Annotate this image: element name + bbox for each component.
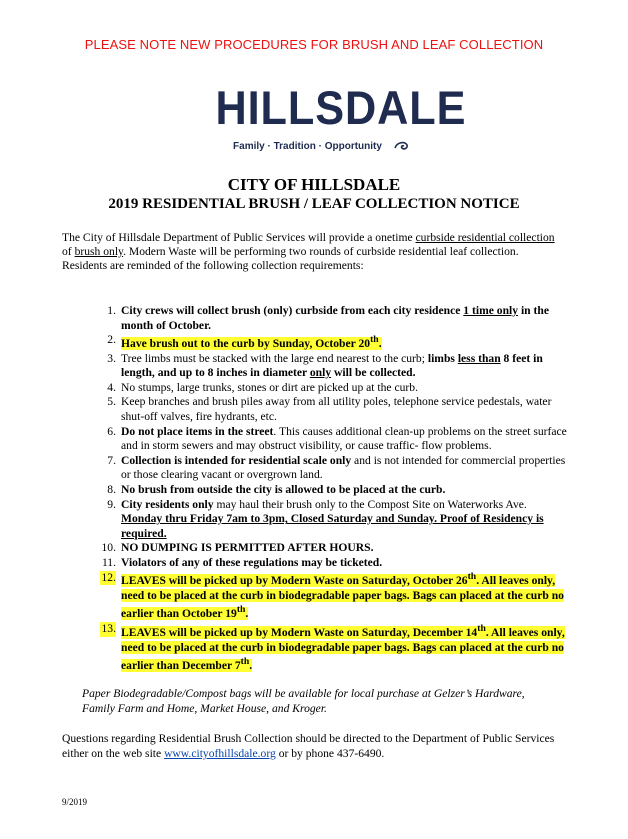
- hillsdale-logo: [207, 76, 467, 163]
- list-item: 13. LEAVES will be picked up by Modern Waste on Saturday, December 14th. All leaves only, need to be placed at the curb in biodegradable paper bags. Bags can placed at the curb no earlier than December 7th.: [101, 622, 565, 672]
- requirements-list: [100, 304, 570, 674]
- list-item: 6. Do not place items in the street. This causes additional clean-up problems on the street surface and in storm sewers and may obstruct visibility, or cause traffic- flow problems.: [107, 424, 567, 453]
- intro-text: [62, 231, 562, 273]
- city-title: CITY OF HILLSDALE: [227, 175, 401, 194]
- list-item: 12. LEAVES will be picked up by Modern Waste on Saturday, October 26th. All leaves only, need to be placed at the curb in biodegradable paper bags. Bags can placed at the curb no earlier than October 19th.: [101, 570, 564, 621]
- document-date: 9/2019: [62, 797, 88, 807]
- list-item: 11. Violators of any of these regulations may be ticketed.: [101, 555, 383, 569]
- intro-reminder: Residents are reminded of the following collection requirements:: [62, 259, 364, 272]
- list-item: 1. City crews will collect brush (only) curbside from each city residence 1 time only in the month of October.: [107, 304, 549, 332]
- logo-wordmark: HILLSDALE: [215, 81, 467, 134]
- list-item: 9. City residents only may haul their brush only to the Compost Site on Waterworks Ave. Monday thru Friday 7am to 3pm, Closed Saturday and Sunday. Proof of Residency is required.: [107, 497, 544, 540]
- list-item: 7. Collection is intended for residential scale only and is not intended for commercial properties or those clearing vacant or overgrown land.: [107, 453, 566, 482]
- swirl-icon: [393, 139, 411, 153]
- list-item: 5. Keep branches and brush piles away from all utility poles, telephone service pedestals, water shut-off valves, fire hydrants, etc.: [107, 395, 552, 424]
- bags-note: Paper Biodegradable/Compost bags will be available for local purchase at Gelzer’s Hardware, Family Farm and Home, Market House, and Kroger.: [82, 687, 525, 715]
- notice-subtitle: 2019 RESIDENTIAL BRUSH / LEAF COLLECTION NOTICE: [108, 196, 520, 212]
- website-link[interactable]: www.cityofhillsdale.org: [164, 747, 276, 760]
- list-item: 3. Tree limbs must be stacked with the large end nearest to the curb; limbs less than 8 feet in length, and up to 8 inches in diameter only will be collected.: [107, 351, 543, 380]
- questions-text: Questions regarding Residential Brush Collection should be directed to the Department of Public Services either on the web site www.cityofhillsdale.org or by phone 437-6490.: [62, 732, 555, 760]
- notice-heading: PLEASE NOTE NEW PROCEDURES FOR BRUSH AND LEAF COLLECTION: [84, 37, 544, 52]
- intro-paragraph: The City of Hillsdale Department of Public Services will provide a onetime curbside residential collection of brush only. Modern Waste will be performing two rounds of curbside residential leaf collection.: [62, 231, 555, 258]
- logo-tagline: Family · Tradition · Opportunity: [233, 141, 382, 152]
- list-item: 8. No brush from outside the city is allowed to be placed at the curb.: [107, 482, 446, 496]
- list-item: 4. No stumps, large trunks, stones or dirt are picked up at the curb.: [107, 380, 418, 394]
- list-item: 2. Have brush out to the curb by Sunday, October 20th.: [107, 333, 382, 351]
- list-item: 10. NO DUMPING IS PERMITTED AFTER HOURS.: [101, 541, 374, 555]
